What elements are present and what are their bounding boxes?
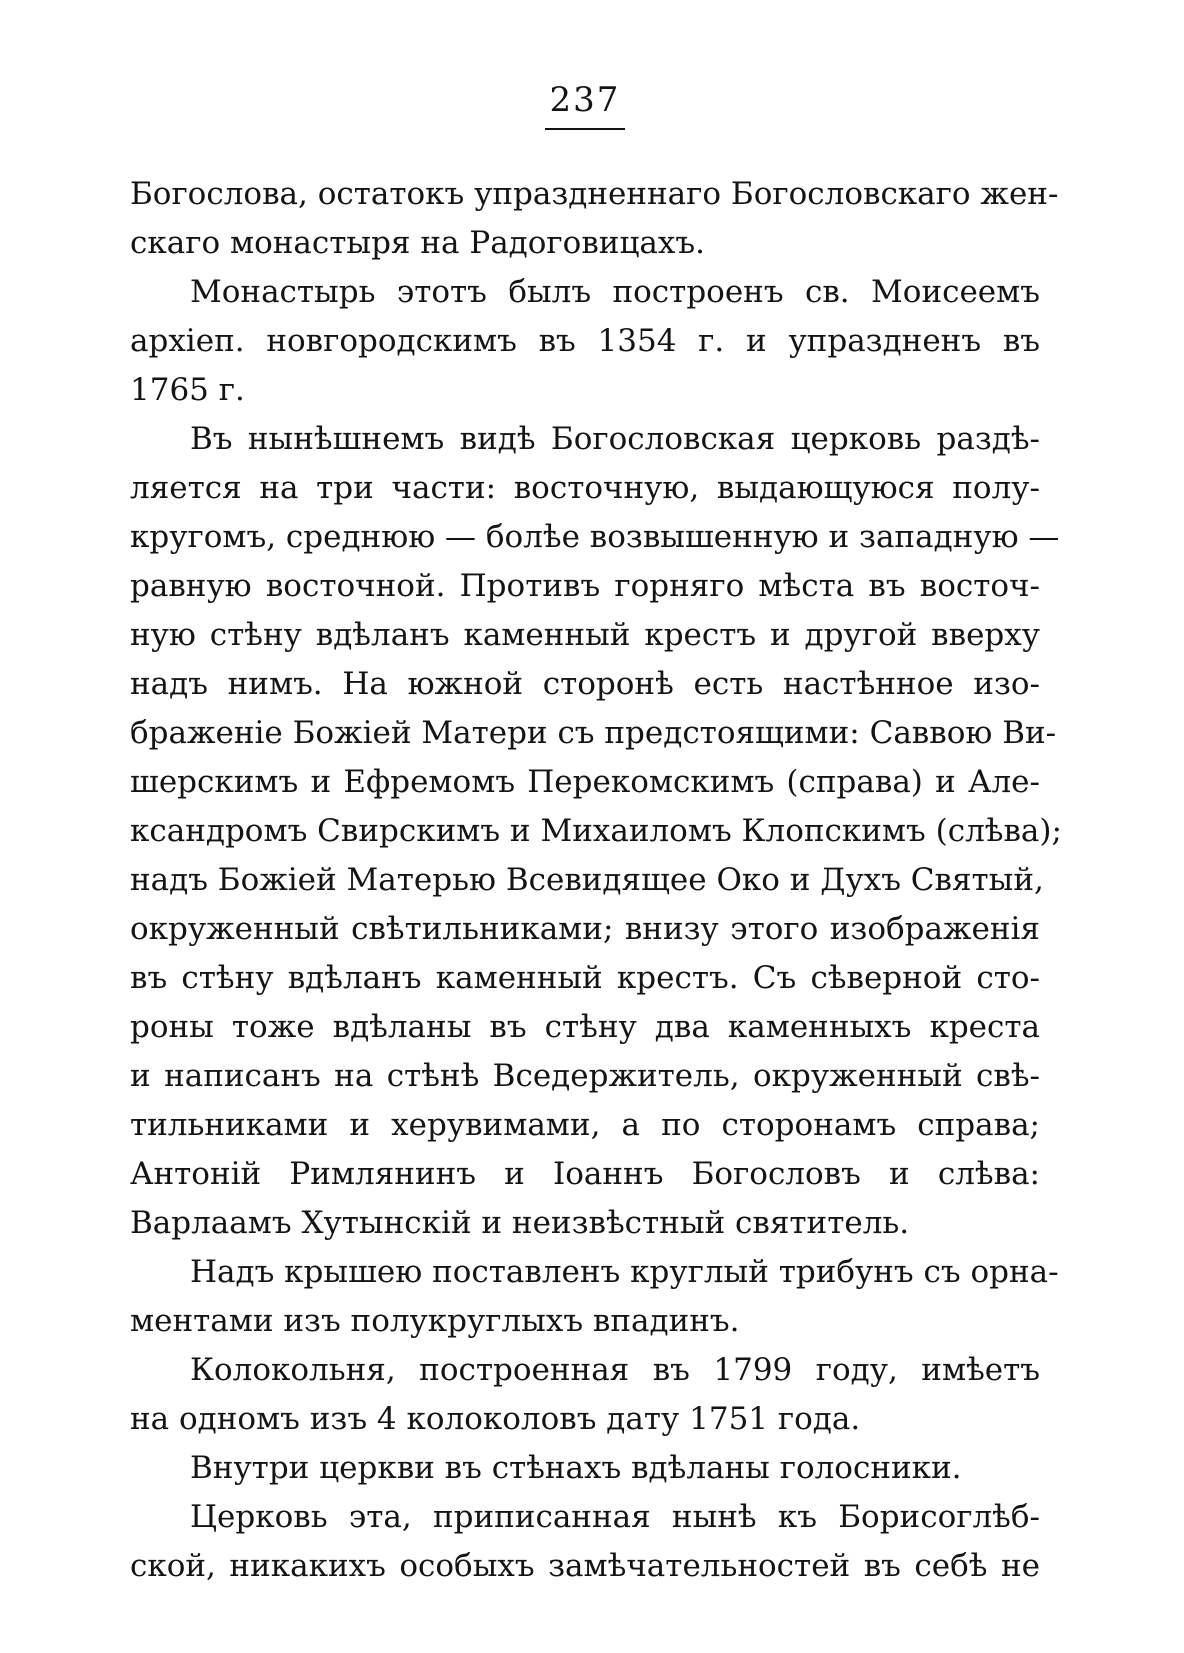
paragraph [130,1346,1040,1444]
paragraph [130,268,1040,415]
text-line: ментами изъ полукруглыхъ впадинъ. [130,1303,740,1339]
text-line: роны тоже вдѣланы въ стѣну два каменныхъ креста [130,1009,1040,1045]
text-line: окруженный свѣтильниками; внизу этого изображенія [130,911,1040,947]
text-line: 1765 г. [130,372,245,408]
text-line: равную восточной. Противъ горняго мѣста въ восточ- [130,568,1040,604]
text-line: Богослова, остатокъ упраздненнаго Богословскаго жен- [130,176,1059,212]
text-line: ксандромъ Свирскимъ и Михаиломъ Клопскимъ (слѣва); [130,813,1062,849]
body-text [130,170,1062,1591]
page-number: 237 [549,80,621,120]
text-line: браженіе Божіей Матери съ предстоящими: Саввою Ви- [130,715,1057,751]
text-line: Церковь эта, приписанная нынѣ къ Борисоглѣб- [190,1499,1040,1535]
text-line: Варлаамъ Хутынскій и неизвѣстный святитель. [130,1205,910,1241]
paragraph [130,415,1062,1248]
paragraph [130,170,1059,268]
text-line: Въ нынѣшнемъ видѣ Богословская церковь раздѣ- [190,421,1040,457]
text-line: кругомъ, среднюю — болѣе возвышенную и западную — [130,519,1060,555]
text-line: надъ нимъ. На южной сторонѣ есть настѣнное изо- [130,666,1040,702]
paragraph [130,1248,1059,1346]
text-line: ской, никакихъ особыхъ замѣчательностей въ себѣ не [130,1548,1040,1584]
text-line: Монастырь этотъ былъ построенъ св. Моисеемъ [190,274,1040,310]
text-line: скаго монастыря на Радоговицахъ. [130,225,705,261]
book-page [130,80,1062,1620]
text-line: на одномъ изъ 4 колоколовъ дату 1751 года. [130,1401,861,1437]
text-line: надъ Божіей Матерью Всевидящее Око и Духъ Святый, [130,862,1044,898]
text-line: Колокольня, построенная въ 1799 году, имѣетъ [190,1352,1040,1388]
paragraph [130,1493,1040,1591]
text-line: тильниками и херувимами, а по сторонамъ справа; [130,1107,1040,1143]
page-number-rule [545,128,625,130]
text-line: Внутри церкви въ стѣнахъ вдѣланы голосники. [190,1450,962,1486]
text-line: шерскимъ и Ефремомъ Перекомскимъ (справа) и Але- [130,764,1040,800]
text-line: Надъ крышею поставленъ круглый трибунъ съ орна- [190,1254,1059,1290]
paragraph [130,1444,1040,1493]
text-line: ную стѣну вдѣланъ каменный крестъ и другой вверху [130,617,1040,653]
text-line: въ стѣну вдѣланъ каменный крестъ. Съ сѣверной сто- [130,960,1040,996]
text-line: архіеп. новгородскимъ въ 1354 г. и упраздненъ въ [130,323,1040,359]
text-line: ляется на три части: восточную, выдающуюся полу- [130,470,1040,506]
text-line: Антоній Римлянинъ и Іоаннъ Богословъ и слѣва: [130,1156,1040,1192]
text-line: и написанъ на стѣнѣ Вседержитель, окруженный свѣ- [130,1058,1040,1094]
